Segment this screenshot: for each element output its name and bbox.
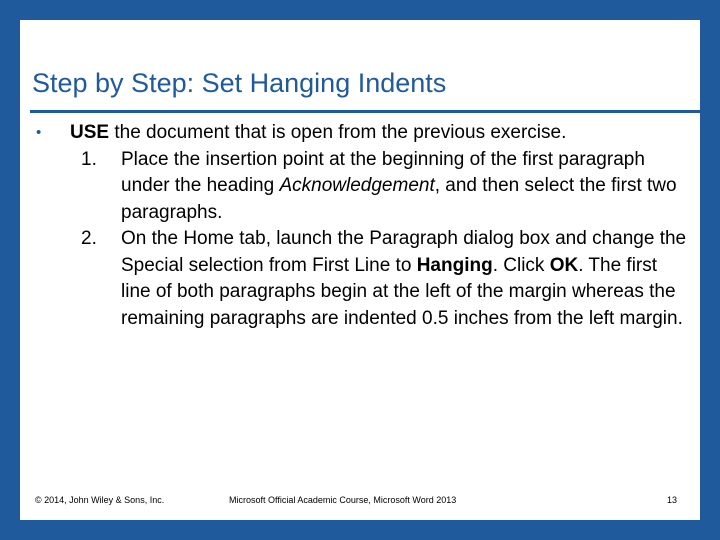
step-1-text-a: Place the insertion point at the beginning of the first paragraph under the heading xyxy=(121,148,645,196)
step-number-1: 1. xyxy=(81,148,97,170)
step-item-2 xyxy=(20,226,700,332)
footer-course: Microsoft Official Academic Course, Microsoft Word 2013 xyxy=(229,495,457,505)
step-2-text-c: . The first line of both paragraphs begin at the left of the margin whereas the remaining paragraphs are indented 0.5 inches from the left margin. xyxy=(121,254,683,329)
slide-frame-top xyxy=(0,0,720,20)
step-1-italic-heading: Acknowledgement xyxy=(279,175,435,196)
bullet-text: the document that is open from the previous exercise. xyxy=(109,122,567,143)
slide-frame-right xyxy=(700,0,720,540)
step-2-bold-ok: OK xyxy=(549,254,579,276)
step-item-1 xyxy=(20,147,700,227)
step-2-text-a: On the Home tab, launch the Paragraph dialog box and change the Special selection from First Line to xyxy=(121,228,687,276)
step-1-text-b: , and then select the first two paragraphs. xyxy=(121,175,677,223)
footer-page-number: 13 xyxy=(666,495,677,505)
slide-body xyxy=(20,120,700,332)
bullet-marker: • xyxy=(36,124,42,141)
step-number-2: 2. xyxy=(81,228,97,249)
bullet-bold-keyword: USE xyxy=(70,122,110,143)
step-2-text-b: . Click xyxy=(492,254,550,276)
footer-copyright: © 2014, John Wiley & Sons, Inc. xyxy=(35,495,165,505)
slide-frame-left xyxy=(0,0,20,540)
bullet-item xyxy=(20,120,700,147)
title-divider xyxy=(30,110,700,113)
step-2-bold-hanging: Hanging xyxy=(416,254,493,276)
slide-content-panel xyxy=(20,20,700,520)
slide-frame-bottom xyxy=(0,520,720,540)
slide-title: Step by Step: Set Hanging Indents xyxy=(32,68,447,98)
